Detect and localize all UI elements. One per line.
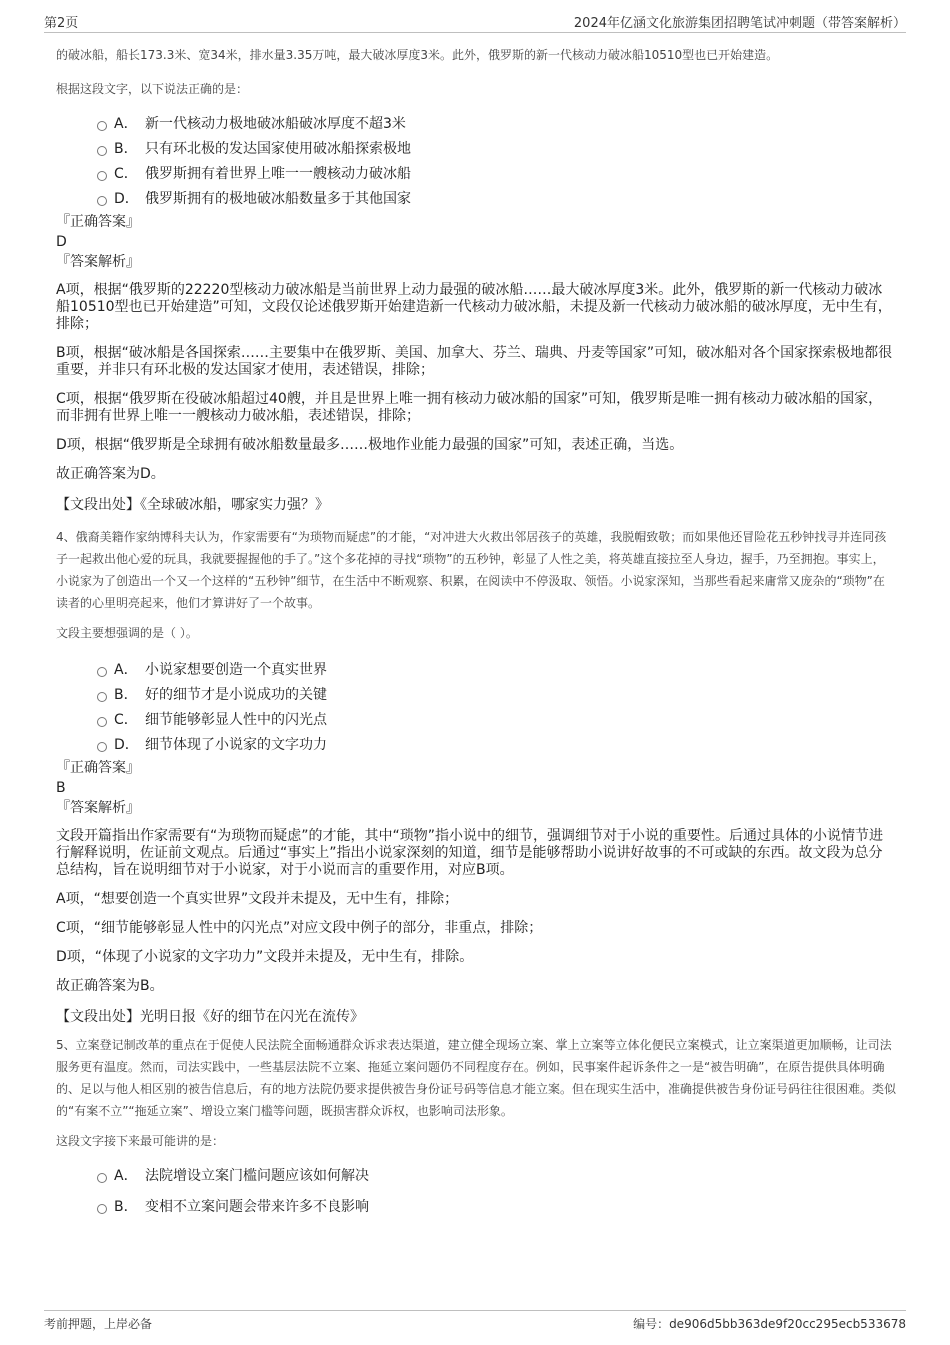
q4-option-a[interactable]: A． 小说家想要创造一个真实世界 <box>56 658 896 683</box>
q4-analysis-summary: 文段开篇指出作家需要有“为琐物而疑虑”的才能，其中“琐物”指小说中的细节，强调细节对于小说的重要性。后通过具体的小说情节进行解释说明，佐证前文观点。后通过“事实上”指出小说家深刻的知道，细节是能够帮助小说讲好故事的不可或缺的东西。故文段为总分总结构，旨在说明细节对于小说家，对于小说而言的重要作用，对应B项。 <box>56 828 884 878</box>
radio-icon[interactable] <box>97 667 107 677</box>
q3-prompt: 根据这段文字，以下说法正确的是： <box>56 82 249 96</box>
q3-conclusion: 故正确答案为D。 <box>56 466 165 482</box>
q4-prompt: 文段主要想强调的是（ ）。 <box>56 626 198 640</box>
radio-icon[interactable] <box>97 692 107 702</box>
q3-analysis-a: A项，根据“俄罗斯的22220型核动力破冰船是当前世界上动力最强的破冰船……最大破冰厚度3米。此外，俄罗斯的新一代核动力破冰船10510型也已开始建造”可知，文段仅论述俄罗斯开始建造新一代核动力破冰船，未提及新一代核动力破冰船的破冰厚度，无中生有，排除； <box>56 282 892 332</box>
q3-analysis-d: D项，根据“俄罗斯是全球拥有破冰船数量最多……极地作业能力最强的国家”可知，表述正确，当选。 <box>56 437 684 453</box>
q4-passage: 4、俄裔美籍作家纳博科夫认为，作家需要有“为琐物而疑虑”的才能，“对冲进大火救出邻居孩子的英雄，我脱帽致敬；而如果他还冒险花五秒钟找寻并连同孩子一起救出他心爱的玩具，我就要握握他的手了。”这个多花掉的寻找“琐物”的五秒钟，彰显了人性之美，将英雄直接拉至人身边，握手，乃至拥抱。事实上，小说家为了创造出一个又一个这样的“五秒钟”细节，在生活中不断观察、积累，在阅读中不停汲取、领悟。小说家深知，当那些看起来庸常又庞杂的“琐物”在读者的心里明亮起来，他们才算讲好了一个故事。 <box>56 530 887 610</box>
q4-conclusion: 故正确答案为B。 <box>56 978 164 994</box>
correct-answer-label: 『正确答案』 <box>56 214 140 230</box>
correct-answer-label: 『正确答案』 <box>56 760 140 776</box>
q3-source: 【文段出处】《全球破冰船，哪家实力强？》 <box>56 497 329 513</box>
document-title: 2024年亿涵文化旅游集团招聘笔试冲刺题（带答案解析） <box>573 16 906 31</box>
page-header <box>44 12 906 33</box>
radio-icon[interactable] <box>97 717 107 727</box>
q4-option-d[interactable]: D． 细节体现了小说家的文字功力 <box>56 733 896 758</box>
q3-answer: D <box>56 234 67 250</box>
q5-passage: 5、立案登记制改革的重点在于促使人民法院全面畅通群众诉求表达渠道，建立健全现场立案、掌上立案等立体化便民立案模式，让立案渠道更加顺畅，让司法服务更有温度。然而，司法实践中，一些基层法院不立案、拖延立案问题仍不同程度存在。例如，民事案件起诉条件之一是“被告明确”，在原告提供具体明确的、足以与他人相区别的被告信息后，有的地方法院仍要求提供被告身份证号码等信息才能立案。但在现实生活中，准确提供被告身份证号码往往很困难。类似的“有案不立”“拖延立案”、增设立案门槛等问题，既损害群众诉权，也影响司法形象。 <box>56 1038 897 1118</box>
q4-analysis-a: A项，“想要创造一个真实世界”文段并未提及，无中生有，排除； <box>56 891 459 907</box>
radio-icon[interactable] <box>97 196 107 206</box>
radio-icon[interactable] <box>97 1173 107 1183</box>
q3-analysis-b: B项，根据“破冰船是各国探索……主要集中在俄罗斯、美国、加拿大、芬兰、瑞典、丹麦等国家”可知，破冰船对各个国家探索极地都很重要，并非只有环北极的发达国家才使用，表述错误，排除； <box>56 345 893 378</box>
radio-icon[interactable] <box>97 1204 107 1214</box>
q4-option-b[interactable]: B． 好的细节才是小说成功的关键 <box>56 683 896 708</box>
page-number: 第2页 <box>44 16 79 31</box>
document-id: 编号：de906d5bb363de9f20cc295ecb533678 <box>633 1317 906 1331</box>
q5-option-b[interactable]: B． 变相不立案问题会带来许多不良影响 <box>56 1195 896 1220</box>
q4-options <box>56 658 896 758</box>
q3-options <box>56 112 896 212</box>
q3-passage-tail: 的破冰船，船长173.3米、宽34米，排水量3.35万吨，最大破冰厚度3米。此外，俄罗斯的新一代核动力破冰船10510型也已开始建造。 <box>56 48 779 62</box>
q4-source: 【文段出处】光明日报《好的细节在闪光在流传》 <box>56 1009 364 1025</box>
page-footer <box>44 1310 906 1333</box>
q4-option-c[interactable]: C． 细节能够彰显人性中的闪光点 <box>56 708 896 733</box>
radio-icon[interactable] <box>97 146 107 156</box>
radio-icon[interactable] <box>97 121 107 131</box>
q3-option-b[interactable]: B． 只有环北极的发达国家使用破冰船探索极地 <box>56 137 896 162</box>
analysis-label: 『答案解析』 <box>56 800 140 816</box>
analysis-label: 『答案解析』 <box>56 254 140 270</box>
radio-icon[interactable] <box>97 742 107 752</box>
q5-prompt: 这段文字接下来最可能讲的是： <box>56 1134 225 1148</box>
q5-options <box>56 1164 896 1220</box>
q4-analysis-c: C项，“细节能够彰显人性中的闪光点”对应文段中例子的部分，非重点，排除； <box>56 920 543 936</box>
q3-option-d[interactable]: D． 俄罗斯拥有的极地破冰船数量多于其他国家 <box>56 187 896 212</box>
q3-option-a[interactable]: A． 新一代核动力极地破冰船破冰厚度不超3米 <box>56 112 896 137</box>
q5-option-a[interactable]: A． 法院增设立案门槛问题应该如何解决 <box>56 1164 896 1189</box>
q4-answer: B <box>56 780 66 796</box>
q3-analysis-c: C项，根据“俄罗斯在役破冰船超过40艘，并且是世界上唯一拥有核动力破冰船的国家”可知，俄罗斯是唯一拥有核动力破冰船的国家，而非拥有世界上唯一一艘核动力破冰船，表述错误，排除； <box>56 391 883 424</box>
radio-icon[interactable] <box>97 171 107 181</box>
footer-slogan: 考前押题，上岸必备 <box>44 1317 153 1331</box>
q3-option-c[interactable]: C． 俄罗斯拥有着世界上唯一一艘核动力破冰船 <box>56 162 896 187</box>
q4-analysis-d: D项，“体现了小说家的文字功力”文段并未提及，无中生有，排除。 <box>56 949 474 965</box>
document-body <box>56 44 896 1220</box>
